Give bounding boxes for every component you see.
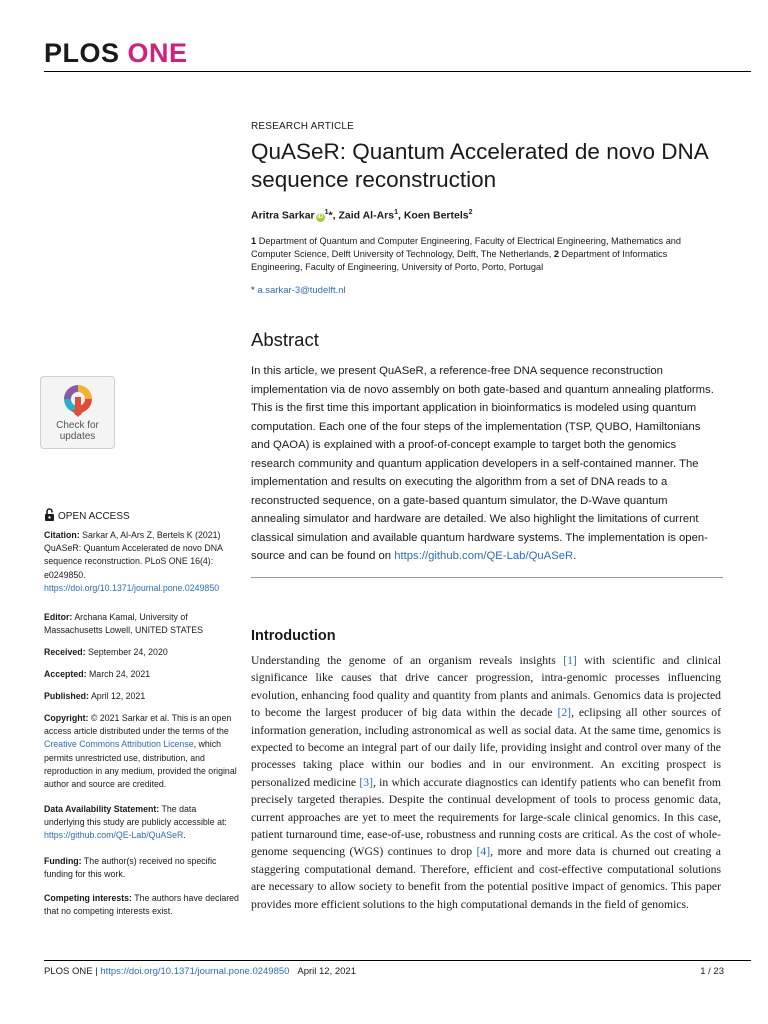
intro-segment: , more and more data is churned out creating a staggering computational demand. Therefore, efficient and cost-effective computational solutions are necessary to allow society to benefit from the potential positive impact of genomics. This paper provides more efficient solutions to the high computational demands in the field of genomics. xyxy=(251,845,721,911)
corresponding-star: * xyxy=(328,209,333,222)
citation-block xyxy=(44,529,239,595)
intro-segment: Understanding the genome of an organism reveals insights xyxy=(251,654,556,667)
orcid-icon[interactable]: iD xyxy=(317,213,324,220)
article-type: RESEARCH ARTICLE xyxy=(251,121,355,132)
accepted-label: Accepted: xyxy=(44,669,87,679)
introduction-text xyxy=(251,652,721,913)
header-rule xyxy=(44,71,751,72)
citation-ref[interactable]: [4] xyxy=(476,845,491,859)
affiliations xyxy=(251,235,721,273)
corresponding-email xyxy=(251,285,346,296)
copyright-text-2: , which permits unrestricted use, distribution, and reproduction in any medium, provided the original author and source are credited. xyxy=(44,739,237,790)
author-affil-sup: 1 xyxy=(394,209,398,216)
affiliation-1: Department of Quantum and Computer Engineering, Faculty of Electrical Engineering, Mathematics and Computer Science, Delft University of Technology, Delft, The Netherlands, xyxy=(251,236,682,259)
author-affil-sup: 2 xyxy=(468,209,473,216)
funding-block xyxy=(44,855,239,881)
published-block xyxy=(44,690,239,703)
accepted-block xyxy=(44,668,239,681)
published-label: Published: xyxy=(44,691,89,701)
check-label-2: updates xyxy=(59,431,96,442)
funding-text: The author(s) received no specific funding for this work. xyxy=(44,856,217,880)
intro-segment: with scientific and clinical significance like causes that drive cancer progression, intra-genomic processes influencing evolution, enhancing food quality and quantity from plants and animals. Genomics data is projected to become the largest producer of big data within the decade xyxy=(251,654,722,720)
abstract-body: In this article, we present QuASeR, a reference-free DNA sequence reconstruction implementation via de novo assembly on both gate-based and quantum annealing platforms. This is the first time this important application in bioinformatics is modeled using quantum computation. Each one of the four steps of the implementation (TSP, QUBO, Hamiltonians and QAOA) is explained with a proof-of-concept example to target both the genomics research community and quantum application developers in a self-contained manner. The implementation and results on executing the algorithm from a set of DNA reads to a reconstructed sequence, on a gate-based quantum simulator, the D-Wave quantum annealing simulator and hardware are detailed. We also highlight the limitations of current classical simulation and available quantum hardware systems. The implementation is open-source and can be found on xyxy=(251,365,714,562)
copyright-label: Copyright: xyxy=(44,713,89,723)
author-affil-sup: 1 xyxy=(324,209,329,216)
open-access-text: OPEN ACCESS xyxy=(58,511,130,522)
open-access-label xyxy=(44,508,130,522)
check-for-updates-badge[interactable] xyxy=(40,376,115,449)
data-repo-link[interactable]: https://github.com/QE-Lab/QuASeR xyxy=(44,830,184,841)
editor-label: Editor: xyxy=(44,612,73,622)
affil-number: 1 xyxy=(251,236,257,246)
footer-journal: PLOS ONE | xyxy=(44,966,98,977)
citation-ref[interactable]: [2] xyxy=(557,706,572,720)
abstract-rule xyxy=(251,577,723,578)
check-label-1: Check for xyxy=(56,420,99,431)
citation-ref[interactable]: [3] xyxy=(359,775,373,789)
affiliation-2: Department of Informatics Engineering, Faculty of Engineering, University of Porto, Porto, Portugal xyxy=(251,248,668,272)
citation-ref[interactable]: [1] xyxy=(563,654,577,667)
footer-doi-link[interactable]: https://doi.org/10.1371/journal.pone.0249850 xyxy=(100,966,290,977)
page-number: 1 / 23 xyxy=(700,966,724,977)
logo-one: ONE xyxy=(127,38,188,68)
footer-citation xyxy=(44,966,356,977)
citation-text: Sarkar A, Al-Ars Z, Bertels K (2021) QuASeR: Quantum Accelerated de novo DNA sequence reconstruction. PLoS ONE 16(4): e0249850. xyxy=(44,530,223,580)
article-title: QuASeR: Quantum Accelerated de novo DNA sequence reconstruction xyxy=(251,139,708,192)
open-access-lock-icon xyxy=(44,508,55,521)
intro-segment: , eclipsing all other sources of information generation, including astronomical as well as social data. At the same time, genomics is expected to become an integral part of our daily life, providing insight and control over many of the processes taking place within our bodies and in our environment. An exciting prospect is personalized medicine xyxy=(251,706,722,789)
data-availability-block xyxy=(44,803,239,843)
abstract-end: . xyxy=(573,550,577,562)
received-label: Received: xyxy=(44,647,86,657)
author-name[interactable]: Zaid Al-Ars xyxy=(338,209,395,222)
editor-block xyxy=(44,611,239,637)
logo-plos: PLOS xyxy=(44,38,120,68)
journal-logo xyxy=(44,38,188,69)
footer-rule xyxy=(44,960,751,961)
author-name[interactable]: Aritra Sarkar xyxy=(251,209,315,222)
intro-segment: , in which accurate diagnostics can identify patients who can benefit from precisely targeted therapies. Despite the continual development of tools to process genomic data, current approaches are yet to meet the requirements for large-scale clinical genomics. In this case, patient turnaround time, ease-of-use, robustness and running costs are critical. As the cost of whole-genome sequencing (WGS) continues to drop xyxy=(251,775,721,859)
competing-interests-label: Competing interests: xyxy=(44,893,132,903)
citation-label: Citation: xyxy=(44,530,80,540)
copyright-block xyxy=(44,712,239,791)
affil-number: 2 xyxy=(553,248,559,259)
email-star: * xyxy=(251,285,255,296)
competing-interests-text: The authors have declared that no competing interests exist. xyxy=(44,893,239,917)
author-name[interactable]: Koen Bertels xyxy=(403,209,469,222)
footer-date: April 12, 2021 xyxy=(297,966,356,977)
email-link[interactable]: a.sarkar-3@tudelft.nl xyxy=(257,285,346,296)
received-date: September 24, 2020 xyxy=(88,647,168,657)
introduction-heading: Introduction xyxy=(251,628,336,644)
competing-interests-block xyxy=(44,892,239,918)
abstract-text xyxy=(251,362,719,566)
cc-license-link[interactable]: Creative Commons Attribution License xyxy=(44,739,194,750)
citation-doi-link[interactable]: https://doi.org/10.1371/journal.pone.0249850 xyxy=(44,582,220,593)
accepted-date: March 24, 2021 xyxy=(88,669,151,679)
abstract-repo-link[interactable]: https://github.com/QE-Lab/QuASeR xyxy=(394,550,574,562)
received-block xyxy=(44,646,239,659)
editor-text: Archana Kamal, University of Massachusetts Lowell, UNITED STATES xyxy=(44,612,204,636)
data-availability-text: The data underlying this study are publicly accessible at: xyxy=(44,804,227,828)
copyright-text: © 2021 Sarkar et al. This is an open access article distributed under the terms of the xyxy=(44,713,232,737)
author-list: Aritra Sarkar $iD^1*$, Zaid Al-Ars$^1$, Koen Bertels$^2$ xyxy=(251,209,473,222)
check-for-updates-icon xyxy=(61,382,95,418)
data-availability-label: Data Availability Statement: xyxy=(44,804,160,814)
data-availability-end: . xyxy=(183,830,186,841)
funding-label: Funding: xyxy=(44,856,82,866)
published-date: April 12, 2021 xyxy=(90,691,146,701)
abstract-heading: Abstract xyxy=(251,329,319,350)
